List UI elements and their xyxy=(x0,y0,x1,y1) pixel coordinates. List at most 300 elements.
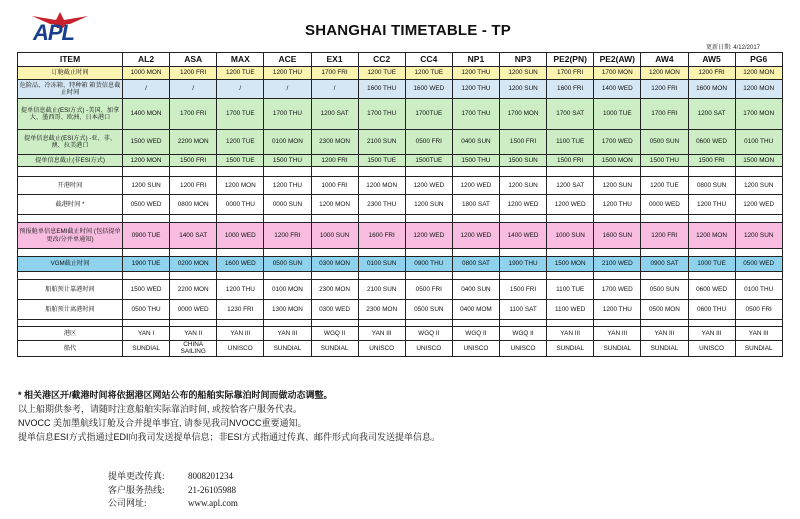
table-cell: 1000 FRI xyxy=(311,177,358,195)
table-cell xyxy=(547,272,594,280)
contact-value: 8008201234 xyxy=(188,471,233,481)
table-cell: 0300 WED xyxy=(311,300,358,320)
table-cell: 1200 SAT xyxy=(688,99,735,130)
table-row xyxy=(18,215,783,223)
row-label: 提单信息截止(非ESI方式) xyxy=(18,155,123,167)
table-cell: 1500TUE xyxy=(405,155,452,167)
column-header-service: AL2 xyxy=(123,53,170,67)
table-cell: WGQ II xyxy=(405,327,452,341)
table-cell: 1700 FRI xyxy=(170,99,217,130)
table-cell: 0500 SUN xyxy=(264,257,311,272)
table-cell xyxy=(594,320,641,327)
table-cell: 0100 SUN xyxy=(358,257,405,272)
table-cell: 1900 TUE xyxy=(123,257,170,272)
table-cell: 1200 TUE xyxy=(641,177,688,195)
table-cell xyxy=(688,272,735,280)
table-cell: 1600 THU xyxy=(358,80,405,99)
website-link[interactable]: www.apl.com xyxy=(188,498,238,508)
updated-date: 更新日期: 4/12/2017 xyxy=(705,45,760,51)
table-cell: 0800 SUN xyxy=(688,177,735,195)
table-cell xyxy=(358,272,405,280)
table-cell xyxy=(358,249,405,257)
table-cell: 1200 THU xyxy=(594,300,641,320)
table-cell xyxy=(264,249,311,257)
table-cell: 0500 FRI xyxy=(405,280,452,300)
contact-label: 客户服务热线: xyxy=(108,484,165,495)
table-cell: 1200 MON xyxy=(358,177,405,195)
table-cell: SUNDIAL xyxy=(264,341,311,357)
table-cell xyxy=(594,272,641,280)
table-row xyxy=(18,155,783,167)
column-header-service: CC2 xyxy=(358,53,405,67)
row-label: 船舶预计靠港时间 xyxy=(18,280,123,300)
table-cell xyxy=(264,167,311,177)
table-cell xyxy=(641,320,688,327)
contact-value: 21-26105988 xyxy=(188,484,236,495)
table-cell xyxy=(170,272,217,280)
table-cell: 0500 FRI xyxy=(735,300,782,320)
table-cell: 0500 SUN xyxy=(405,300,452,320)
table-cell: 1200 SUN xyxy=(735,223,782,249)
row-label: 提单信息截止(ESI方式) -亚、非、澳、拉美港口 xyxy=(18,130,123,155)
contact-line xyxy=(108,484,238,498)
table-cell: 1700 TUE xyxy=(217,99,264,130)
table-row xyxy=(18,320,783,327)
table-cell xyxy=(170,167,217,177)
table-cell xyxy=(452,272,499,280)
table-cell xyxy=(123,272,170,280)
apl-logo-text: APL xyxy=(33,20,74,45)
table-cell xyxy=(688,167,735,177)
table-cell xyxy=(170,215,217,223)
contact-label: 提单更改传真: xyxy=(108,471,165,481)
table-cell: 0600 WED xyxy=(688,280,735,300)
table-cell: 1200 FRI xyxy=(641,80,688,99)
table-cell xyxy=(735,215,782,223)
table-row xyxy=(18,177,783,195)
table-cell: 1200 SUN xyxy=(500,80,547,99)
table-cell xyxy=(452,167,499,177)
table-cell: 1400 WED xyxy=(500,223,547,249)
table-cell: WGQ II xyxy=(500,327,547,341)
table-cell: 0300 MON xyxy=(311,257,358,272)
table-cell: 0000 WED xyxy=(641,195,688,215)
table-cell: / xyxy=(264,80,311,99)
table-cell: 1500 TUE xyxy=(358,155,405,167)
row-label xyxy=(18,167,123,177)
table-cell: 1700 WED xyxy=(594,130,641,155)
table-cell: 2100 SUN xyxy=(358,130,405,155)
table-row xyxy=(18,341,783,357)
table-cell xyxy=(217,320,264,327)
row-label: 提单信息截止(ESI方式) -美国、加拿大、墨西哥、欧洲、日本港口 xyxy=(18,99,123,130)
table-cell: 1700 THU xyxy=(358,99,405,130)
table-cell: 1100 TUE xyxy=(547,130,594,155)
table-cell: 2100 WED xyxy=(594,257,641,272)
note-line: 以上船期供参考，请随时注意船舶实际靠泊时间, 或按恰客户服务代表。 xyxy=(18,404,303,414)
table-cell: 1200 WED xyxy=(452,223,499,249)
table-cell: SUNDIAL xyxy=(123,341,170,357)
table-cell: 1700 SAT xyxy=(547,99,594,130)
table-cell: YAN I xyxy=(123,327,170,341)
table-cell: 1200 THU xyxy=(452,80,499,99)
table-cell xyxy=(264,320,311,327)
table-cell: 1200 TUE xyxy=(405,67,452,80)
table-cell: 1000 MON xyxy=(123,67,170,80)
table-cell: 0100 THU xyxy=(735,130,782,155)
table-cell: 1200 MON xyxy=(311,195,358,215)
table-cell: 1200 MON xyxy=(641,67,688,80)
table-cell: 1500 THU xyxy=(452,155,499,167)
table-cell xyxy=(217,272,264,280)
table-cell: UNISCO xyxy=(452,341,499,357)
table-cell: YAN II xyxy=(170,327,217,341)
table-row xyxy=(18,223,783,249)
table-cell: 1200 THU xyxy=(264,177,311,195)
table-cell: 1400 SAT xyxy=(170,223,217,249)
table-cell xyxy=(170,249,217,257)
table-cell: 1700 MON xyxy=(500,99,547,130)
timetable xyxy=(17,52,783,357)
table-cell: SUNDIAL xyxy=(594,341,641,357)
table-row xyxy=(18,99,783,130)
table-cell: SUNDIAL xyxy=(547,341,594,357)
table-cell xyxy=(547,167,594,177)
column-header-service: AW4 xyxy=(641,53,688,67)
table-cell xyxy=(641,167,688,177)
table-cell xyxy=(735,320,782,327)
table-cell xyxy=(452,320,499,327)
table-cell xyxy=(641,215,688,223)
table-cell xyxy=(641,249,688,257)
table-cell xyxy=(405,320,452,327)
table-cell: YAN III xyxy=(594,327,641,341)
table-cell: 2300 MON xyxy=(358,300,405,320)
column-header-service: ASA xyxy=(170,53,217,67)
table-cell: YAN III xyxy=(264,327,311,341)
table-cell xyxy=(123,167,170,177)
table-cell: 0400 SUN xyxy=(452,130,499,155)
row-label: 船代 xyxy=(18,341,123,357)
row-label: 开港时间 xyxy=(18,177,123,195)
table-cell: 1500 THU xyxy=(264,155,311,167)
table-cell: 0100 MON xyxy=(264,130,311,155)
table-cell xyxy=(217,167,264,177)
table-cell xyxy=(594,249,641,257)
table-cell xyxy=(500,249,547,257)
table-cell: 1500 WED xyxy=(123,280,170,300)
table-cell: 1200 SUN xyxy=(405,195,452,215)
table-cell: 1200 FRI xyxy=(264,223,311,249)
table-cell: 1700 THU xyxy=(264,99,311,130)
table-cell: 1200 MON xyxy=(735,67,782,80)
table-cell: 0200 MON xyxy=(170,257,217,272)
table-cell: 0400 MOM xyxy=(452,300,499,320)
table-cell: 2300 MON xyxy=(311,280,358,300)
table-cell: WGQ II xyxy=(452,327,499,341)
table-cell: 1200 FRI xyxy=(170,67,217,80)
table-cell: 1800 SAT xyxy=(452,195,499,215)
table-cell: 1700 FRI xyxy=(641,99,688,130)
table-cell: UNISCO xyxy=(688,341,735,357)
table-cell: CHINA SAILING xyxy=(170,341,217,357)
column-header-service: EX1 xyxy=(311,53,358,67)
table-cell xyxy=(311,249,358,257)
table-cell: 1600 MON xyxy=(688,80,735,99)
table-cell xyxy=(405,215,452,223)
table-cell: 0500 MON xyxy=(641,300,688,320)
contact-line xyxy=(108,497,238,511)
table-cell: 1200 TUE xyxy=(358,67,405,80)
table-cell: 0500 SUN xyxy=(641,130,688,155)
table-cell xyxy=(358,320,405,327)
table-cell: UNISCO xyxy=(500,341,547,357)
column-header-service: CC4 xyxy=(405,53,452,67)
table-cell: / xyxy=(311,80,358,99)
table-cell xyxy=(358,215,405,223)
table-cell: / xyxy=(217,80,264,99)
table-cell: YAN III xyxy=(358,327,405,341)
table-row xyxy=(18,280,783,300)
table-row xyxy=(18,327,783,341)
column-header-item: ITEM xyxy=(18,53,123,67)
table-cell: 1400 WED xyxy=(594,80,641,99)
table-cell: 1000 SUN xyxy=(547,223,594,249)
table-cell xyxy=(311,167,358,177)
table-cell: YAN III xyxy=(688,327,735,341)
row-label xyxy=(18,320,123,327)
row-label: VGM截止时间 xyxy=(18,257,123,272)
table-cell: 0000 SUN xyxy=(264,195,311,215)
table-cell: 1200 THU xyxy=(688,195,735,215)
column-header-service: PE2(PN) xyxy=(547,53,594,67)
table-cell xyxy=(311,272,358,280)
table-header-row xyxy=(18,53,783,67)
row-label xyxy=(18,272,123,280)
row-label: 截港时间 * xyxy=(18,195,123,215)
table-cell: 1200 MON xyxy=(688,223,735,249)
table-cell: 1200 SUN xyxy=(500,67,547,80)
table-cell: / xyxy=(170,80,217,99)
table-cell: 1200 WED xyxy=(405,177,452,195)
table-cell: 0600 WED xyxy=(688,130,735,155)
table-row xyxy=(18,195,783,215)
table-cell xyxy=(688,215,735,223)
table-cell xyxy=(735,167,782,177)
table-cell: 1200 SUN xyxy=(500,177,547,195)
table-cell: 1200 WED xyxy=(500,195,547,215)
table-cell: 1100 SAT xyxy=(500,300,547,320)
table-cell: 1100 WED xyxy=(547,300,594,320)
table-cell: 1200 FRI xyxy=(170,177,217,195)
table-cell: 0900 THU xyxy=(405,257,452,272)
table-row xyxy=(18,67,783,80)
table-cell: 1000 TUE xyxy=(688,257,735,272)
column-header-service: AW5 xyxy=(688,53,735,67)
table-cell: 2100 SUN xyxy=(358,280,405,300)
table-row xyxy=(18,300,783,320)
table-cell xyxy=(547,320,594,327)
note-line: * 相关港区开/截港时间将依据港区网站公布的船舶实际靠泊时间而做动态调整。 xyxy=(18,390,333,400)
table-cell xyxy=(735,249,782,257)
table-cell: 1500 MON xyxy=(735,155,782,167)
table-cell: UNISCO xyxy=(358,341,405,357)
table-cell: UNISCO xyxy=(405,341,452,357)
table-cell: 1600 FRI xyxy=(358,223,405,249)
table-row xyxy=(18,130,783,155)
table-cell: 0100 THU xyxy=(735,280,782,300)
table-cell xyxy=(688,320,735,327)
column-header-service: NP1 xyxy=(452,53,499,67)
table-cell xyxy=(123,320,170,327)
table-row xyxy=(18,80,783,99)
table-cell xyxy=(358,167,405,177)
table-cell: 1230 FRI xyxy=(217,300,264,320)
table-cell: SUNDIAL xyxy=(311,341,358,357)
table-cell xyxy=(264,215,311,223)
table-cell: 1200 SUN xyxy=(123,177,170,195)
table-cell: 1200 THU xyxy=(264,67,311,80)
table-cell xyxy=(500,272,547,280)
table-cell: 0500 SUN xyxy=(641,280,688,300)
table-cell xyxy=(217,215,264,223)
table-cell: 1500 WED xyxy=(123,130,170,155)
table-cell: 1200 WED xyxy=(405,223,452,249)
table-cell: 1200 WED xyxy=(735,195,782,215)
table-cell: 1500 SUN xyxy=(500,155,547,167)
table-cell: 1000 SUN xyxy=(311,223,358,249)
table-cell: 1200 MON xyxy=(217,177,264,195)
table-cell: WGQ II xyxy=(311,327,358,341)
table-cell: 0000 THU xyxy=(217,195,264,215)
note-line: NVOCC 美加墨航线订舱及合并提单事宜, 请参见我司NVOCC重要通知。 xyxy=(18,418,307,428)
column-header-service: MAX xyxy=(217,53,264,67)
table-cell xyxy=(594,167,641,177)
note-line: 提单信息ESI方式指通过EDI向我司发送提单信息；非ESI方式指通过传真、邮件形式向我司发送提单信息。 xyxy=(18,432,441,442)
table-cell: 0800 MON xyxy=(170,195,217,215)
table-cell: 0800 SAT xyxy=(452,257,499,272)
table-cell xyxy=(264,272,311,280)
table-cell: 2200 MON xyxy=(170,280,217,300)
contact-label: 公司网址: xyxy=(108,498,147,508)
table-cell xyxy=(170,320,217,327)
table-cell xyxy=(452,215,499,223)
table-cell xyxy=(735,272,782,280)
table-cell: 1200 THU xyxy=(452,67,499,80)
table-cell: YAN III xyxy=(641,327,688,341)
table-cell: 1200 SUN xyxy=(735,177,782,195)
table-cell: 1500 FRI xyxy=(547,155,594,167)
table-cell: 1200 FRI xyxy=(311,155,358,167)
table-cell: 0500 FRI xyxy=(405,130,452,155)
table-cell: 1200 SAT xyxy=(547,177,594,195)
table-cell xyxy=(547,249,594,257)
table-cell: 1500 FRI xyxy=(500,280,547,300)
row-label xyxy=(18,249,123,257)
column-header-service: PG6 xyxy=(735,53,782,67)
column-header-service: ACE xyxy=(264,53,311,67)
table-cell: 1500 TUE xyxy=(217,155,264,167)
table-cell: 0500 WED xyxy=(735,257,782,272)
table-cell: 1300 MON xyxy=(264,300,311,320)
table-cell: YAN III xyxy=(547,327,594,341)
table-row xyxy=(18,257,783,272)
table-cell: 1500 FRI xyxy=(500,130,547,155)
table-cell: 0400 SUN xyxy=(452,280,499,300)
table-cell: 1400 MON xyxy=(123,99,170,130)
table-cell: 1700 THU xyxy=(452,99,499,130)
table-cell: 1200 MON xyxy=(123,155,170,167)
page-title: SHANGHAI TIMETABLE - TP xyxy=(305,22,511,39)
table-cell: 0900 TUE xyxy=(123,223,170,249)
contact-line xyxy=(108,470,238,484)
table-cell: 0500 WED xyxy=(123,195,170,215)
row-label xyxy=(18,215,123,223)
table-cell: 0500 THU xyxy=(123,300,170,320)
table-cell: 1700TUE xyxy=(405,99,452,130)
table-cell: 1200 FRI xyxy=(641,223,688,249)
row-label: 订舱截止时间 xyxy=(18,67,123,80)
table-cell: 1200 TUE xyxy=(217,130,264,155)
table-cell: 1700 FRI xyxy=(547,67,594,80)
table-cell: 1000 WED xyxy=(217,223,264,249)
table-cell: 1700 WED xyxy=(594,280,641,300)
table-cell xyxy=(217,249,264,257)
column-header-service: NP3 xyxy=(500,53,547,67)
table-cell: 1700 MON xyxy=(735,99,782,130)
table-cell: 0000 WED xyxy=(170,300,217,320)
table-cell: 1200 FRI xyxy=(688,67,735,80)
table-cell: 1500 THU xyxy=(641,155,688,167)
table-cell: 1600 FRI xyxy=(547,80,594,99)
table-row xyxy=(18,249,783,257)
row-label: 港区 xyxy=(18,327,123,341)
table-cell: 1100 TUE xyxy=(547,280,594,300)
table-cell xyxy=(547,215,594,223)
table-cell xyxy=(500,215,547,223)
table-cell: SUNDIAL xyxy=(735,341,782,357)
row-label: 船舶预计离港时间 xyxy=(18,300,123,320)
contact-info xyxy=(108,470,238,511)
table-cell xyxy=(405,249,452,257)
table-cell xyxy=(688,249,735,257)
table-cell xyxy=(500,167,547,177)
table-row xyxy=(18,167,783,177)
table-cell: 1500 FRI xyxy=(170,155,217,167)
header xyxy=(0,0,800,52)
table-cell: 1200 WED xyxy=(547,195,594,215)
table-cell xyxy=(405,272,452,280)
table-cell xyxy=(405,167,452,177)
table-cell: 1200 SUN xyxy=(594,177,641,195)
table-cell: 1200 TUE xyxy=(217,67,264,80)
table-cell xyxy=(452,249,499,257)
table-cell xyxy=(500,320,547,327)
table-cell xyxy=(311,320,358,327)
table-row xyxy=(18,272,783,280)
table-cell: 2300 THU xyxy=(358,195,405,215)
table-cell: 1200 THU xyxy=(594,195,641,215)
notes xyxy=(18,388,788,444)
table-cell: 1700 FRI xyxy=(311,67,358,80)
row-label: 预报舱单信息EMI截止时间 (包括提单更改/分并单通知) xyxy=(18,223,123,249)
table-cell: 1000 TUE xyxy=(594,99,641,130)
table-cell: 1500 MON xyxy=(547,257,594,272)
table-cell: 0900 SAT xyxy=(641,257,688,272)
table-cell: YAN III xyxy=(735,327,782,341)
row-label: 危险品、冷冻箱、特种箱 箱货信息截止时间 xyxy=(18,80,123,99)
table-cell: 1600 WED xyxy=(405,80,452,99)
